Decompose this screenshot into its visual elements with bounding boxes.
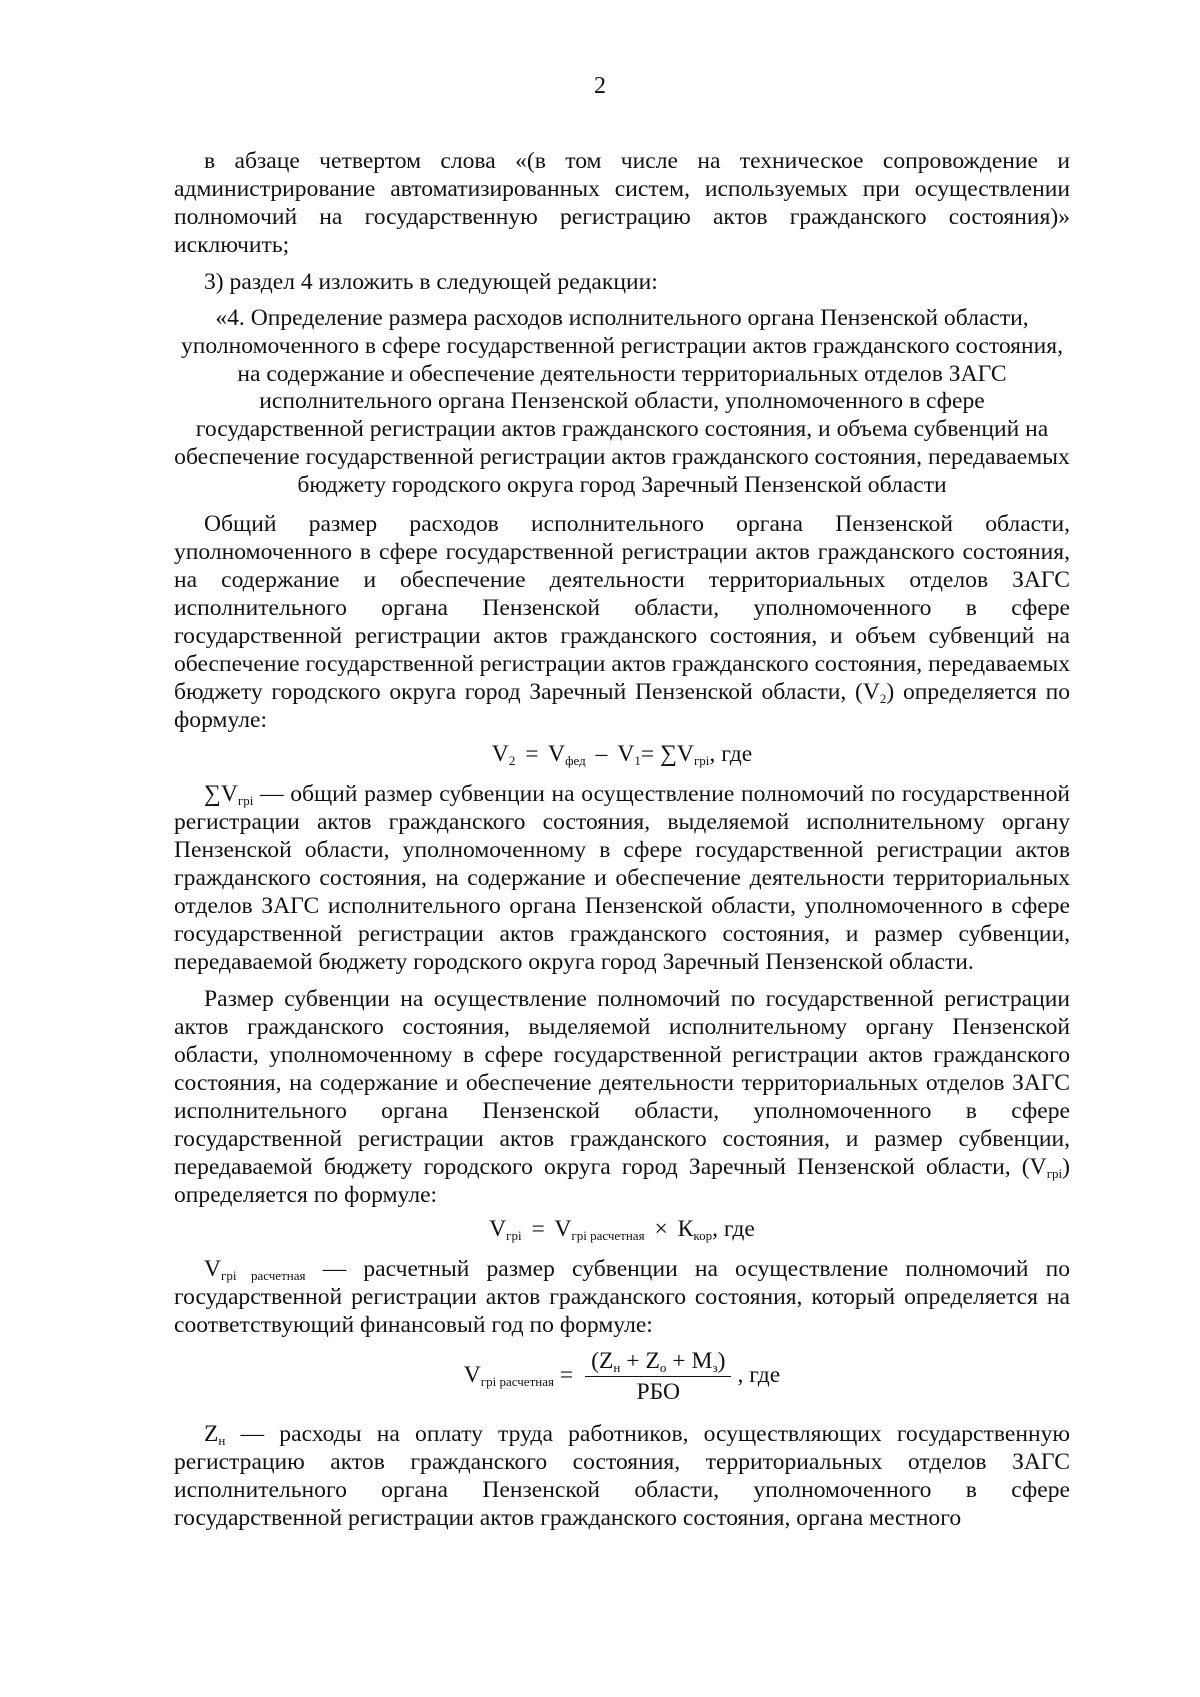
formula-subscript: грi расчетная — [571, 1227, 645, 1243]
formula-symbol: + M — [666, 1347, 713, 1374]
page-number: 2 — [594, 73, 606, 99]
formula-operator: = — [531, 1215, 545, 1242]
text-run: Z — [204, 1420, 219, 1447]
formula-symbol: К — [677, 1215, 694, 1242]
formula-subscript: фед — [565, 752, 586, 768]
text-run: Размер субвенции на осуществление полномочий по государственной регистрации актов гражданского состояния, выделяемой исполнительному органу Пензенской области, уполномоченному в сфере государственной регистрации актов гражданского состояния, на содержание и обеспечение деятельности территориальных отделов ЗАГС исполнительного органа Пензенской области, уполномоченного в сфере государственной регистрации актов гражданского состояния, и размер субвенции, передаваемой бюджету городского округа город Заречный Пензенской области, (V — [174, 985, 1070, 1180]
formula-operator: = — [559, 1361, 574, 1388]
paragraph-section-intro: 3) раздел 4 изложить в следующей редакции: — [204, 269, 658, 295]
paragraph-zn-definition — [174, 1420, 1070, 1532]
paragraph-amendment: в абзаце четвертом слова «(в том числе на техническое сопровождение и администрирование автоматизированных систем, используемых при осуществлении полномочий на государственную регистрацию актов гражданского состояния)» исключить; — [174, 148, 1070, 258]
subscript: грi расчетная — [221, 1267, 306, 1283]
formula-vgri — [174, 1215, 1070, 1243]
formula-symbol: V — [489, 1215, 507, 1242]
text-run: Общий размер расходов исполнительного органа Пензенской области, уполномоченного в сфере государственной регистрации актов гражданского состояния, на содержание и обеспечение деятельности территориальных отделов ЗАГС исполнительного органа Пензенской области, уполномоченного в сфере государственной регистрации актов гражданского состояния, и объем субвенций на обеспечение государственной регистрации актов гражданского состояния, передаваемых бюджету городского округа город Заречный Пензенской области, (V — [174, 510, 1070, 705]
formula-symbol: ) — [717, 1347, 726, 1374]
text-run: определяется по формуле: — [174, 678, 1070, 733]
paragraph-sum-definition — [174, 780, 1070, 976]
subscript: грi — [237, 792, 254, 808]
formula-symbol: (Z — [591, 1347, 614, 1374]
formula-subscript: з — [712, 1359, 718, 1375]
fraction-denominator: РБО — [636, 1378, 681, 1405]
formula-v2 — [174, 740, 1070, 768]
subscript: грi — [1046, 1165, 1063, 1181]
text-run: ) — [886, 678, 895, 705]
paragraph-total-expenses — [174, 510, 1070, 734]
text-run: ) определяется по формуле: — [174, 1153, 1070, 1208]
formula-vgri-calculated — [174, 1347, 1070, 1406]
formula-subscript: о — [659, 1359, 667, 1375]
text-run: — расчетный размер субвенции на осуществление полномочий по государственной регистрации актов гражданского состояния, который определяется на соответствующий финансовый год по формуле: — [174, 1255, 1070, 1338]
formula-subscript: кор — [693, 1227, 713, 1243]
section-heading: «4. Определение размера расходов исполнительного органа Пензенской области, уполномоченного в сфере государственной регистрации актов гражданского состояния, на содержание и обеспечение деятельности территориальных отделов ЗАГС исполнительного органа Пензенской области, уполномоченного в сфере государственной регистрации актов гражданского состояния, и объема субвенций на обеспечение государственной регистрации актов гражданского состояния, передаваемых бюджету городского округа город Заречный Пензенской области — [174, 305, 1070, 498]
text-run: — общий размер субвенции на осуществление полномочий по государственной регистрации актов гражданского состояния, выделяемой исполнительному органу Пензенской области, уполномоченному в сфере государственной регистрации актов гражданского состояния, на содержание и обеспечение деятельности территориальных отделов ЗАГС исполнительного органа Пензенской области, уполномоченного в сфере государственной регистрации актов гражданского состояния, и размер субвенции, передаваемой бюджету городского округа город Заречный Пензенской области. — [174, 780, 1070, 975]
formula-subscript: 2 — [508, 752, 516, 768]
document-body — [174, 147, 1070, 1532]
formula-subscript: 1 — [634, 752, 641, 768]
formula-symbol: + Z — [620, 1347, 660, 1374]
subscript: н — [218, 1432, 226, 1448]
formula-operator: = — [525, 740, 539, 767]
text-run: — расходы на оплату труда работников, осуществляющих государственную регистрацию актов гражданского состояния, территориальных отделов ЗАГС исполнительного органа Пензенской области, уполномоченного в сфере государственной регистрации актов гражданского состояния, органа местного — [174, 1420, 1070, 1531]
text-run: ∑V — [204, 780, 238, 807]
formula-subscript: грi — [506, 1227, 522, 1243]
formula-symbol: V — [554, 1215, 572, 1242]
formula-symbol: V — [548, 740, 566, 767]
formula-operator: = — [640, 740, 655, 767]
paragraph-subvention-size — [174, 985, 1070, 1209]
formula-subscript: н — [613, 1359, 621, 1375]
formula-text: , где — [712, 1215, 755, 1242]
formula-symbol: V — [491, 740, 509, 767]
formula-subscript: грi расчетная — [480, 1373, 554, 1389]
fraction-numerator — [585, 1347, 731, 1377]
formula-symbol: V — [463, 1361, 481, 1388]
formula-operator: – — [595, 740, 608, 767]
subscript: 2 — [879, 690, 887, 706]
formula-symbol: V — [617, 740, 635, 767]
formula-fraction — [585, 1347, 731, 1406]
formula-text: , где — [709, 740, 753, 767]
formula-symbol: ∑V — [660, 740, 694, 767]
paragraph-calculated-size — [174, 1255, 1070, 1339]
formula-subscript: грi — [693, 752, 710, 768]
text-run: V — [204, 1255, 222, 1282]
formula-text: , где — [737, 1361, 781, 1388]
formula-operator: × — [654, 1215, 668, 1242]
